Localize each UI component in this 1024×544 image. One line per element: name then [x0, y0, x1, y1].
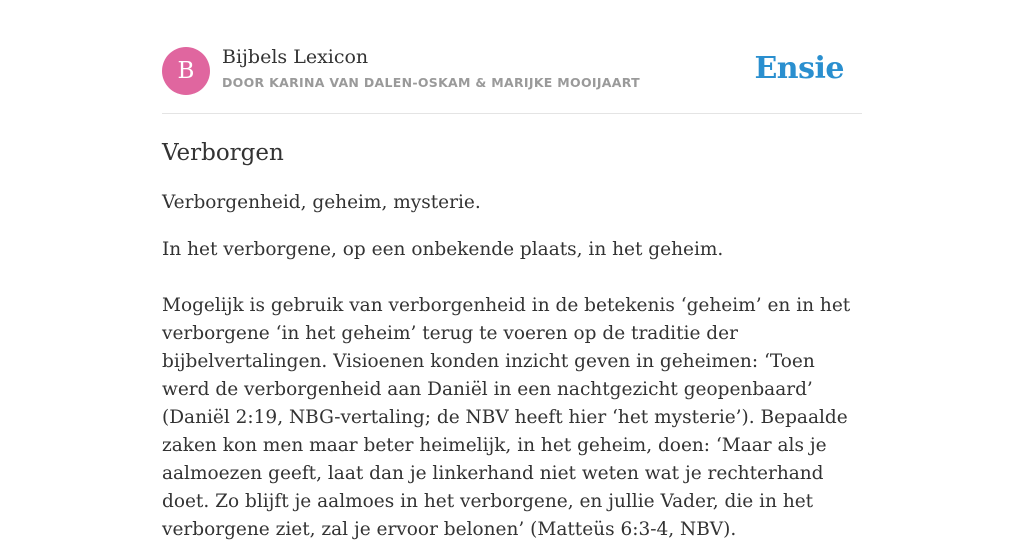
definition-2: In het verborgene, op een onbekende plaats, in het geheim.: [162, 239, 724, 260]
definition-1: Verborgenheid, geheim, mysterie.: [162, 192, 481, 213]
content-container: [162, 0, 862, 544]
entry-title: Verborgen: [162, 140, 284, 166]
book-avatar[interactable]: B: [162, 47, 210, 95]
header: [162, 0, 862, 114]
brand-logo[interactable]: Ensie: [754, 51, 844, 86]
book-title[interactable]: Bijbels Lexicon: [222, 46, 369, 68]
entry-body: Mogelijk is gebruik van verborgenheid in de betekenis ‘geheim’ en in het verborgene ‘in het geheim’ terug te voeren op de traditie der bijbelvertalingen. Visioenen konden inzicht geven in geheimen: ‘Toen werd de verborgenheid aan Daniël in een nachtgezicht geopenbaard’ (Daniël 2:19, NBG-vertaling; de NBV heeft hier ‘het mysterie’). Bepaalde zaken kon men maar beter heimelijk, in het geheim, doen: ‘Maar als je aalmoezen geeft, laat dan je linkerhand niet weten wat je rechterhand doet. Zo blijft je aalmoes in het verborgene, en jullie Vader, die in het verborgene ziet, zal je ervoor belonen’ (Matteüs 6:3-4, NBV).: [162, 295, 851, 540]
book-authors: DOOR KARINA VAN DALEN-OSKAM & MARIJKE MOOIJAART: [222, 75, 640, 90]
